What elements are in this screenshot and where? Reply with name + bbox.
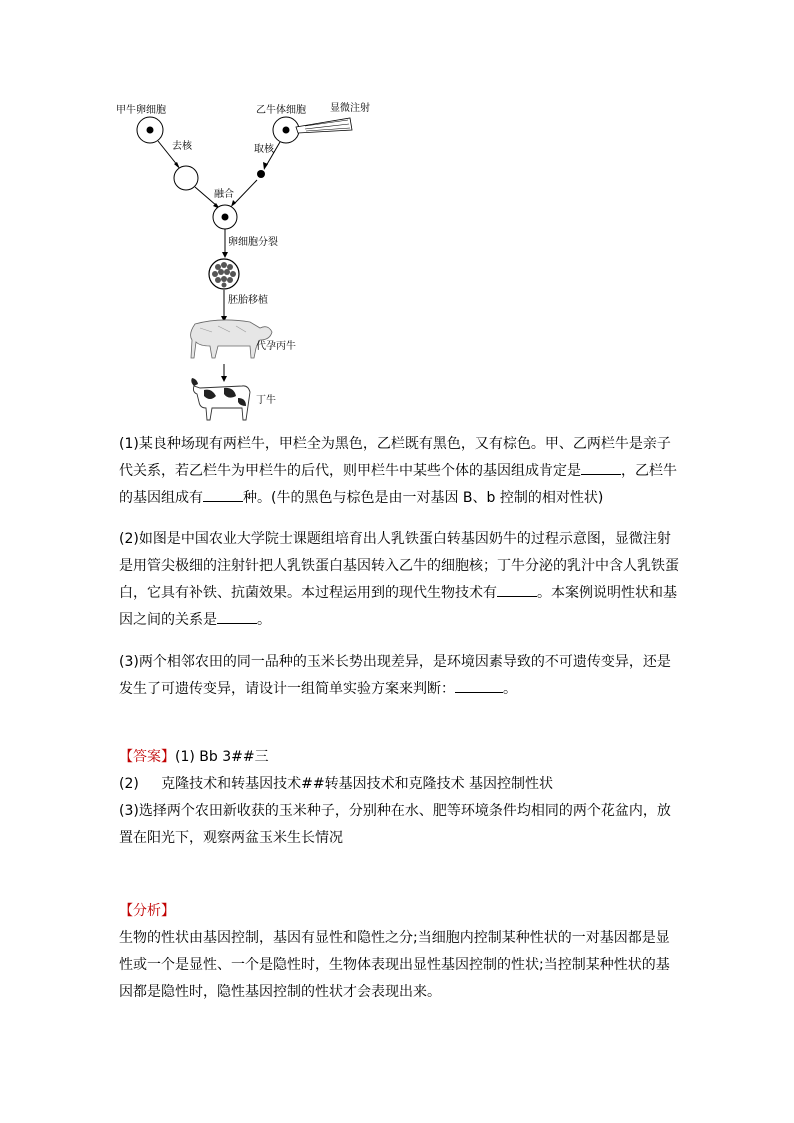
analysis-tag: 【分析】 — [119, 903, 175, 919]
q1-blank-2 — [203, 487, 243, 502]
label-ding-cow: 丁牛 — [256, 395, 276, 406]
question-1 — [119, 431, 679, 512]
q2-blank-2 — [217, 609, 257, 624]
answer-line3: (3)选择两个农田新收获的玉米种子，分别种在水、肥等环境条件均相同的两个花盆内，放 — [119, 803, 671, 819]
q3-line1: (3)两个相邻农田的同一品种的玉米长势出现差异，是环境因素导致的不可遗传变异，还是 — [119, 654, 671, 670]
q2-line3: 白，它具有补铁、抗菌效果。本过程运用到的现代生物技术有 。本案例说明性状和基 — [119, 580, 679, 607]
label-yi-body: 乙牛体细胞 — [256, 105, 306, 116]
label-micro-inject: 显微注射 — [330, 103, 370, 114]
answer-tag: 【答案】 — [119, 749, 175, 765]
label-embryo-transfer: 胚胎移植 — [228, 295, 268, 306]
label-enucleate: 去核 — [172, 141, 192, 152]
jia-egg-nucleus — [147, 127, 154, 134]
question-3 — [119, 649, 679, 703]
q1-line3: 的基因组成有 种。(牛的黑色与棕色是由一对基因 B、b 控制的相对性状) — [119, 485, 679, 512]
q2-line1: (2)如图是中国农业大学院士课题组培育出人乳铁蛋白转基因奶牛的过程示意图，显微注射 — [119, 531, 671, 547]
label-take-nucleus: 取核 — [254, 144, 274, 155]
extracted-nucleus — [257, 170, 265, 178]
q2-blank-1 — [497, 582, 537, 597]
q2-line2: 是用管尖极细的注射针把人乳铁蛋白基因转入乙牛的细胞核；丁牛分泌的乳汁中含人乳铁蛋 — [119, 558, 679, 574]
enucleated-egg — [174, 166, 198, 190]
embryo-icon — [209, 259, 239, 289]
q1-line1: (1)某良种场现有两栏牛，甲栏全为黑色，乙栏既有黑色，又有棕色。甲、乙两栏牛是亲子 — [119, 436, 671, 452]
q3-line2: 发生了可遗传变异，请设计一组简单实验方案来判断： 。 — [119, 676, 679, 703]
cloning-diagram-svg — [100, 96, 400, 426]
answer-line4: 置在阳光下，观察两盆玉米生长情况 — [119, 830, 343, 846]
question-2 — [119, 526, 679, 634]
analysis-section — [119, 898, 679, 1006]
answer-line2: (2) 克隆技术和转基因技术##转基因技术和克隆技术 基因控制性状 — [119, 776, 554, 792]
label-fuse: 融合 — [214, 189, 234, 200]
label-egg-divide: 卵细胞分裂 — [228, 237, 278, 248]
q1-line2: 代关系，若乙栏牛为甲栏牛的后代，则甲栏牛中某些个体的基因组成肯定是 ，乙栏牛 — [119, 458, 679, 485]
answer-section — [119, 744, 679, 852]
q2-line4: 因之间的关系是 。 — [119, 607, 679, 634]
yi-body-nucleus — [283, 127, 290, 134]
analysis-line1: 生物的性状由基因控制，基因有显性和隐性之分;当细胞内控制某种性状的一对基因都是显 — [119, 930, 670, 946]
label-jia-egg: 甲牛卵细胞 — [116, 105, 166, 116]
label-surrogate: 代孕丙牛 — [256, 341, 296, 352]
ding-cow-icon — [191, 378, 250, 420]
cloning-diagram — [100, 96, 400, 426]
q3-blank — [455, 678, 503, 693]
micro-needle-icon — [296, 118, 352, 133]
analysis-line3: 因都是隐性时，隐性基因控制的性状才会表现出来。 — [119, 984, 441, 1000]
answer-line1: 【答案】(1) Bb 3##三 — [119, 749, 269, 765]
q1-blank-1 — [581, 460, 621, 475]
analysis-line2: 性或一个是显性、一个是隐性时，生物体表现出显性基因控制的性状;当控制某种性状的基 — [119, 957, 670, 973]
